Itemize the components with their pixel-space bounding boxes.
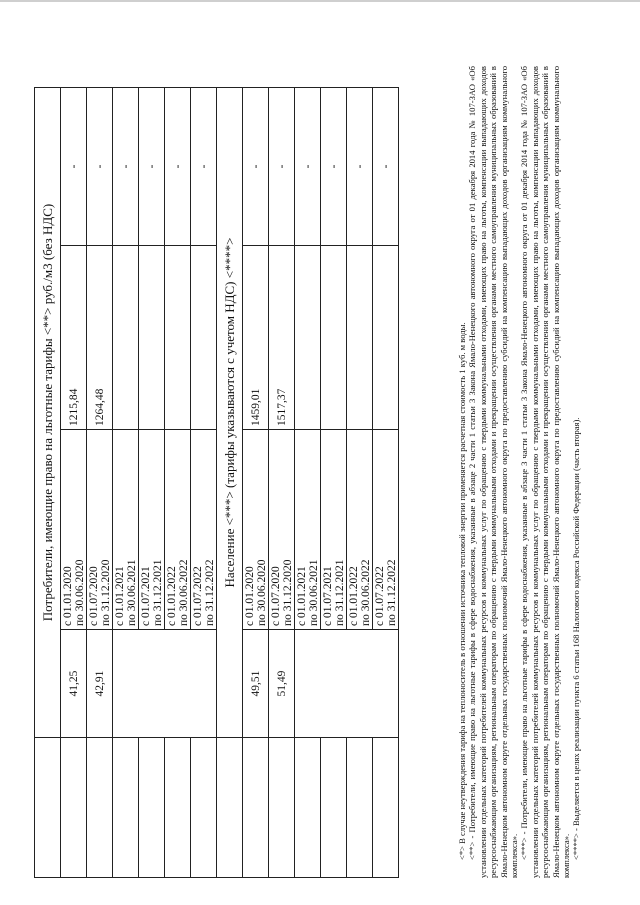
period-to: по 30.06.2021: [307, 559, 320, 626]
table-row: [243, 88, 269, 878]
rotated-content: [34, 38, 604, 878]
dash-cell: -: [87, 88, 113, 246]
table-row: [61, 88, 87, 878]
period-to: по 31.12.2022: [385, 559, 398, 626]
dash-cell: -: [347, 88, 373, 246]
footnote: <**> - Потребители, имеющие право на льготные тарифы в сфере водоснабжения, указанные в абзаце 2 части 1 статьи 3 Закона Ямало-Ненецкого автономного округа от 01 декабря 2014 года № 107-ЗАО «Об установлении отдельных категорий потребителей коммунальных ресурсов и коммунальных услуг по обращению с твердыми коммунальными отходами, имеющих право на льготы, компенсации выпадающих доходов ресурсоснабжающим организациям, региональным операторам по обращению с твердыми коммунальными отходами и прекращении осуществления органами местного самоуправления муниципальных образований в Ямало-Ненецком автономном округе отдельных государственных полномочий Ямало-Ненецкого автономного округа по предоставлению субсидий на компенсацию выпадающих доходов организациям коммунального комплекса».: [467, 66, 520, 878]
table-row: [87, 88, 113, 878]
period-from: с 01.07.2022: [191, 566, 204, 626]
period-from: с 01.01.2020: [61, 566, 74, 626]
dash-cell: -: [269, 88, 295, 246]
spacer-cell: [61, 738, 87, 878]
vat-value: 41,25: [61, 630, 87, 738]
table-row: [321, 88, 347, 878]
period-cell: [139, 430, 165, 630]
period-cell: [243, 430, 269, 630]
period-to: по 30.06.2020: [255, 559, 268, 626]
table-row: [347, 88, 373, 878]
footnote: <***> - Потребители, имеющие право на льготные тарифы в сфере водоснабжения, указанные в абзаце 3 части 1 статьи 3 Закона Ямало-Ненецкого автономного округа от 01 декабря 2014 года № 107-ЗАО «Об установлении отдельных категорий потребителей коммунальных ресурсов и коммунальных услуг по обращению с твердыми коммунальными отходами, имеющих право на льготы, компенсации выпадающих доходов ресурсоснабжающим организациям, региональным операторам по обращению с твердыми коммунальными отходами и прекращении осуществления органами местного самоуправления муниципальных образований в Ямало-Ненецком автономном округе отдельных государственных полномочий Ямало-Ненецкого автономного округа по предоставлению субсидий на компенсацию выпадающих доходов организациям коммунального комплекса».: [519, 66, 572, 878]
period-from: с 01.07.2022: [373, 566, 386, 626]
spacer-cell: [269, 738, 295, 878]
vat-value: [113, 630, 217, 738]
period-from: с 01.07.2020: [269, 566, 282, 626]
period-to: по 30.06.2020: [73, 559, 86, 626]
dash-cell: -: [243, 88, 269, 246]
vat-value: 42,91: [87, 630, 113, 738]
tariff-value: 1459,01: [243, 246, 269, 430]
period-cell: [373, 430, 399, 630]
table-row: [373, 88, 399, 878]
footnotes: [457, 66, 582, 878]
vat-value: 51,49: [269, 630, 295, 738]
table-row: [269, 88, 295, 878]
dash-cell: -: [139, 88, 165, 246]
footnote: <****> - Выделяется в целях реализации пункта 6 статьи 168 Налогового кодекса Российской Федерации (часть вторая).: [571, 417, 582, 860]
period-from: с 01.01.2021: [295, 566, 308, 626]
table-row: [113, 88, 139, 878]
period-cell: [61, 430, 87, 630]
table-row: [165, 88, 191, 878]
tariff-value: [113, 246, 139, 430]
tariff-value: 1517,37: [269, 246, 295, 430]
section-header-row: [35, 88, 61, 878]
period-cell: [347, 430, 373, 630]
vat-value: [295, 630, 399, 738]
spacer-cell: [321, 738, 347, 878]
tariff-value: [373, 246, 399, 430]
period-to: по 30.06.2021: [125, 559, 138, 626]
spacer-cell: [217, 738, 243, 878]
spacer-cell: [191, 738, 217, 878]
dash-cell: -: [373, 88, 399, 246]
spacer-cell: [139, 738, 165, 878]
dash-cell: -: [61, 88, 87, 246]
spacer-cell: [295, 738, 321, 878]
period-cell: [295, 430, 321, 630]
spacer-cell: [87, 738, 113, 878]
period-to: по 30.06.2022: [359, 559, 372, 626]
period-cell: [321, 430, 347, 630]
spacer-cell: [373, 738, 399, 878]
table-row: [139, 88, 165, 878]
dash-cell: -: [321, 88, 347, 246]
period-to: по 31.12.2021: [151, 559, 164, 626]
section-header-row: [217, 88, 243, 878]
tariff-value: 1264,48: [87, 246, 113, 430]
dash-cell: -: [295, 88, 321, 246]
tariff-value: [295, 246, 321, 430]
tariff-value: [321, 246, 347, 430]
period-from: с 01.07.2020: [87, 566, 100, 626]
tariff-table-body: [35, 88, 399, 878]
tariff-value: [191, 246, 217, 430]
period-to: по 30.06.2022: [177, 559, 190, 626]
dash-cell: -: [165, 88, 191, 246]
period-from: с 01.07.2021: [321, 566, 334, 626]
period-cell: [191, 430, 217, 630]
table-row: [191, 88, 217, 878]
table-row: [295, 88, 321, 878]
tariff-value: [347, 246, 373, 430]
tariff-value: 1215,84: [61, 246, 87, 430]
spacer-cell: [243, 738, 269, 878]
period-cell: [113, 430, 139, 630]
period-from: с 01.01.2021: [113, 566, 126, 626]
spacer-cell: [347, 738, 373, 878]
period-to: по 31.12.2020: [99, 559, 112, 626]
footnote: <*> В случае неутверждения тарифа на теплоноситель в отношении источника тепловой энергии применяется расчетная стоимость 1 куб. м воды.: [457, 322, 467, 860]
spacer-cell: [165, 738, 191, 878]
tariff-value: [139, 246, 165, 430]
period-from: с 01.07.2021: [139, 566, 152, 626]
section-header: Население <***> (тарифы указываются с учетом НДС) <****>: [217, 88, 243, 738]
period-from: с 01.01.2020: [243, 566, 256, 626]
scan-edge: [0, 0, 640, 2]
spacer-cell: [113, 738, 139, 878]
period-from: с 01.01.2022: [347, 566, 360, 626]
period-cell: [165, 430, 191, 630]
dash-cell: -: [191, 88, 217, 246]
tariff-value: [165, 246, 191, 430]
period-to: по 31.12.2020: [281, 559, 294, 626]
dash-cell: -: [113, 88, 139, 246]
period-cell: [87, 430, 113, 630]
period-from: с 01.01.2022: [165, 566, 178, 626]
tariff-table: [34, 87, 399, 878]
period-to: по 31.12.2022: [203, 559, 216, 626]
section-header: Потребители, имеющие право на льготные тарифы <**> руб./м3 (без НДС): [35, 88, 61, 738]
spacer-cell: [35, 738, 61, 878]
period-cell: [269, 430, 295, 630]
vat-value: 49,51: [243, 630, 269, 738]
period-to: по 31.12.2021: [333, 559, 346, 626]
